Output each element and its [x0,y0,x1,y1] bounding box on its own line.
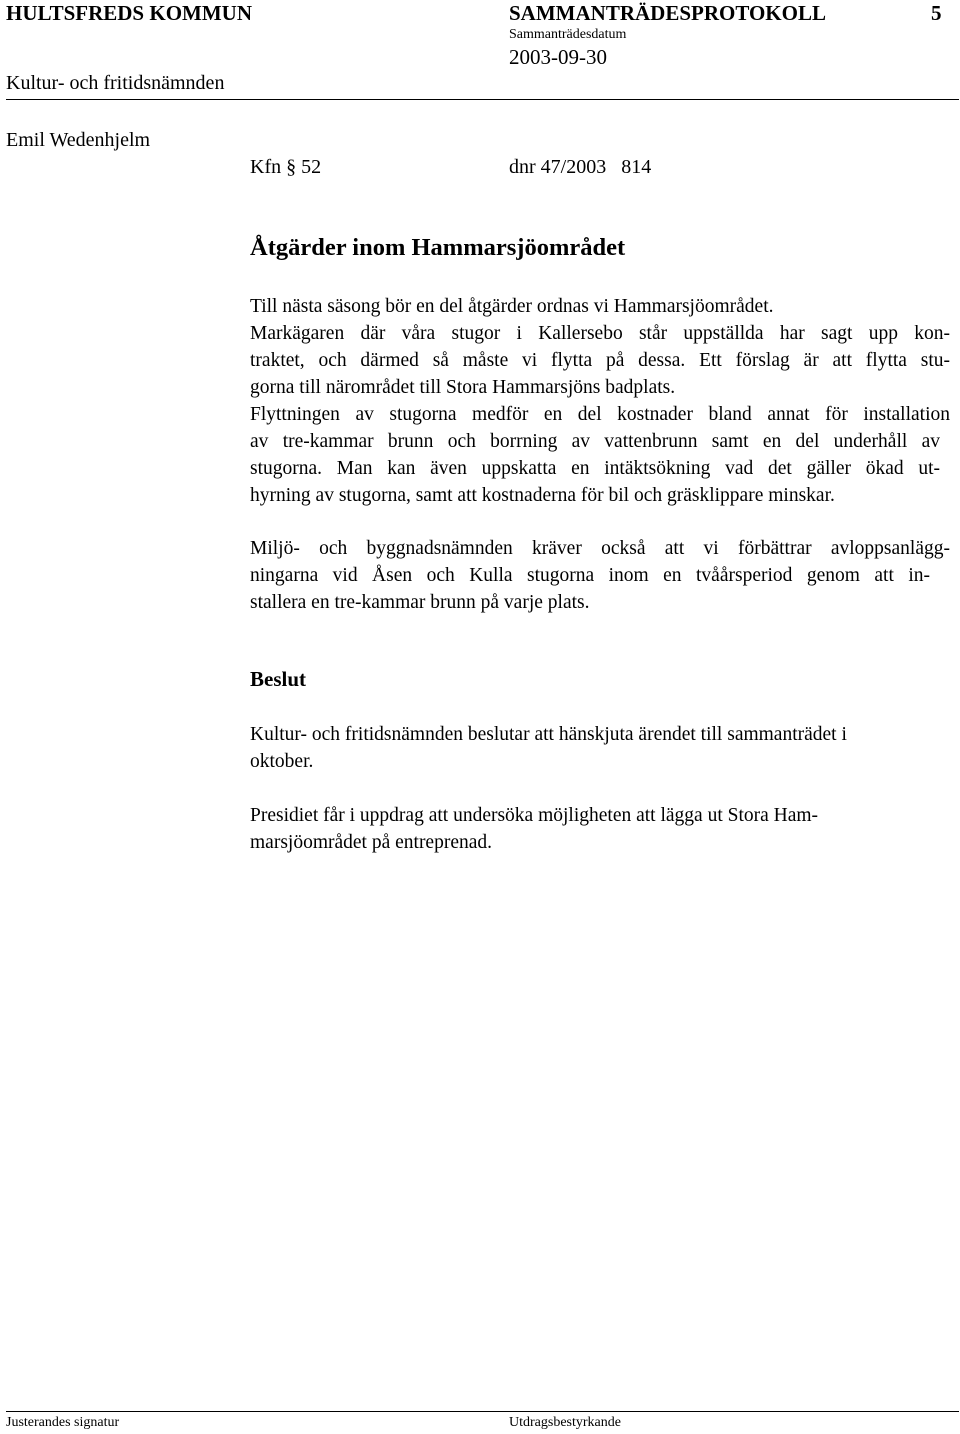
text-line: ningarna vid Åsen och Kulla stugorna inom en tvåårsperiod genom att in- [250,565,930,586]
text-line: Till nästa säsong bör en del åtgärder ordnas vi Hammarsjöområdet. [250,296,774,317]
committee-name: Kultur- och fritidsnämnden [6,72,225,94]
date-label: Sammanträdesdatum [509,27,627,42]
document-type: SAMMANTRÄDESPROTOKOLL [509,1,826,25]
person-name: Emil Wedenhjelm [6,129,151,151]
body-paragraph [250,535,960,616]
organization-name: HULTSFREDS KOMMUN [6,1,253,25]
decision-paragraph [250,721,960,775]
text-line: Flyttningen av stugorna medför en del kostnader bland annat för installation [250,404,950,425]
text-line: av tre-kammar brunn och borrning av vattenbrunn samt en del underhåll av [250,431,940,452]
text-line: hyrning av stugorna, samt att kostnaderna för bil och gräsklippare minskar. [250,485,835,506]
text-line: Markägaren där våra stugor i Kallersebo står uppställda har sagt upp kon- [250,323,950,344]
text-line: Miljö- och byggnadsnämnden kräver också att vi förbättrar avloppsanlägg- [250,538,950,559]
body-paragraph [250,293,960,509]
decision-paragraph [250,802,960,856]
text-line: traktet, och därmed så måste vi flytta på dessa. Ett förslag är att flytta stu- [250,350,950,371]
registration-number: dnr 47/2003 814 [509,156,652,178]
text-line: marsjöområdet på entreprenad. [250,832,493,853]
text-line: stugorna. Man kan även uppskatta en intäktsökning vad det gäller ökad ut- [250,458,940,479]
text-line: Presidiet får i uppdrag att undersöka möjligheten att lägga ut Stora Ham- [250,805,819,826]
text-line: stallera en tre-kammar brunn på varje plats. [250,592,590,613]
header-rule [6,99,959,100]
page-number: 5 [931,1,942,25]
text-line: Kultur- och fritidsnämnden beslutar att hänskjuta ärendet till sammanträdet i [250,724,847,745]
text-line: gorna till närområdet till Stora Hammarsjöns badplats. [250,377,676,398]
text-line: oktober. [250,751,314,772]
signature-label: Justerandes signatur [6,1415,120,1430]
decision-heading: Beslut [250,667,307,691]
case-number: Kfn § 52 [250,156,322,178]
meeting-date: 2003-09-30 [509,45,607,69]
certification-label: Utdragsbestyrkande [509,1415,621,1430]
footer-rule [6,1411,959,1412]
page-title: Åtgärder inom Hammarsjöområdet [250,234,626,261]
